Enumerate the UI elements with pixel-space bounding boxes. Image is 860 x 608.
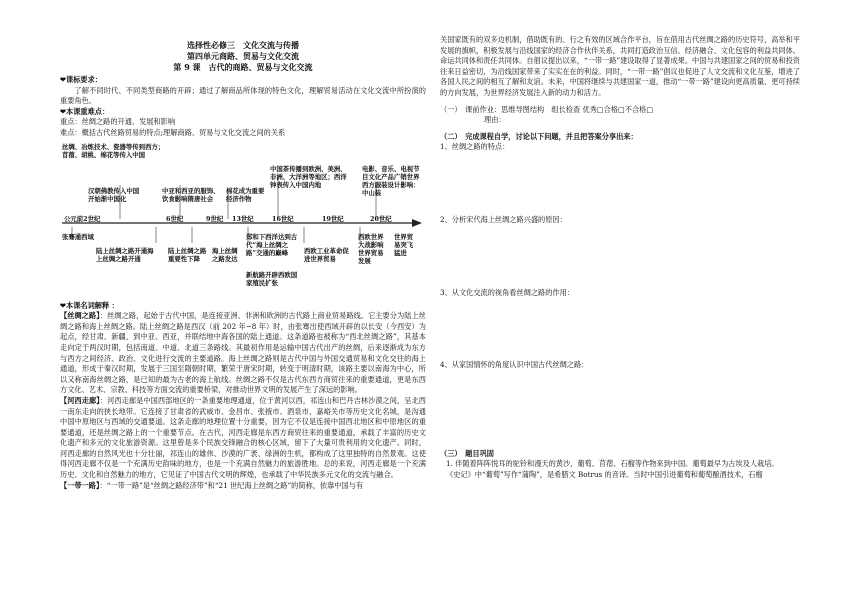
requirement-text: 了解不同时代、不同类型商路的开辟；通过了解商品所体现的特色文化，理解贸易活动在文化交流中所扮演的重要角色。 — [60, 85, 426, 106]
timeline-top-label-culture: 电影、音乐、电视节目文化产品广销世界西方服装设计影响：中山装 — [362, 164, 420, 198]
timeline-bottom-label-wars: 西欧世界大战影响世界贸易发展 — [358, 232, 384, 266]
keypoints-heading: ❤本课重难点： — [60, 106, 110, 116]
left-column — [60, 40, 426, 491]
timeline-top-label-cotton: 棉花成为重要经济作物 — [226, 186, 265, 203]
timeline-top-label-tea: 中国茶传播到欧洲、美洲、非洲、大洋洲等地区；西洋钟表传入中国内地 — [270, 164, 347, 189]
lesson-title: 第 9 课 古代的商路、贸易与文化交流 — [173, 62, 313, 72]
timeline-period-4: 13世纪 — [232, 214, 254, 223]
timeline-top-label-1: 丝绸、冶炼技术、瓷器等传到西方； 苜蓿、胡桃、棉花等传入中国 — [62, 142, 165, 159]
timeline-period-1: 公元前2世纪 — [64, 214, 101, 223]
timeline-bottom-label-new-route: 新航路开辟西欧国家殖民扩张 — [246, 270, 298, 287]
terms-heading: ❤本课名词解释 ： — [60, 300, 119, 310]
term-silk-road-key: 【丝绸之路】 — [60, 311, 100, 321]
self-study-heading: （二） 完成课程自学，讨论以下问题，并且把答案分享出来： — [440, 131, 638, 141]
timeline-diagram — [60, 143, 426, 295]
timeline-bottom-label-land-decline: 陆上丝绸之路重要性下降 — [168, 246, 207, 263]
term-belt-key: 【一带一路】 — [60, 480, 100, 490]
keypoint-text: 重点：丝绸之路的开通、发展和影响 — [60, 117, 176, 127]
term-hexi-text: ：河西走廊是中国西部地区的一条重要地理通道，位于黄河以西，祁连山和巴丹吉林沙漠之间，呈北西一南东走向的狭长地带。它连接了甘肃省的武威市、金昌市、张掖市、酒泉市、嘉峪关市等历史文化名城，是沟通中国中原地区与西域的交通要道。这条走廊的地理位置十分重要，因为它不仅是连接中国西北地区和中原地区的重要通道，还是丝绸之路上的一个重要节点。在古代，河西走廊是东西方商贸往来的重要通道，承载了丰富的历史文化遗产和多元的文化旅游资源。这里曾是多个民族交锋融合的核心区域，留下了大量可贵利用的文化遗产。同时，河西走廊的自然风光也十分壮丽，祁连山的雄伟、沙漠的广袤、绿洲的生机，都构成了这里独特的自然景观。这使得河西走廊不仅是一个充满历史韵味的地方，也是一个充满自然魅力的旅游胜地。总的来说，河西走廊是一个充满历史、文化和自然魅力的地方，它见证了中国古代文明的辉煌，也承载了中华民族多元文化的交流与融合。 — [60, 395, 426, 480]
timeline-period-3: 9世纪 — [206, 214, 224, 223]
difficulty-text: 难点：概括古代丝路贸易的特点;理解商路、贸易与文化交流之间的关系 — [60, 127, 286, 137]
term-hexi-key: 【河西走廊】 — [60, 395, 100, 405]
timeline-period-5: 16世纪 — [272, 214, 294, 223]
timeline-bottom-label-trade-boom: 世界贸易突飞猛进 — [394, 232, 414, 257]
timeline-bottom-label-silk-open: 陆上丝绸之路开通海上丝绸之路开通 — [96, 246, 154, 263]
exercise-line-1: 1. 伴随着阵阵悦耳的驼铃和漫天的黄沙，葡萄、苜蓿、石榴等作物来到中国。葡萄最早为古埃及人栽培。 — [446, 459, 779, 469]
exercise-line-2: 《史记》中“葡萄”写作“蒲陶”，是希腊文 Botrus 的音译。当时中国引进葡萄和葡萄酿酒技术，石榴 — [446, 469, 763, 479]
term-belt-text: ：“一带一路”是“丝绸之路经济带”和“21 世纪海上丝绸之路”的简称，依靠中国与有 — [99, 480, 364, 490]
homework-line: （一） 课前作业：思维导图结构 组长检查 优秀□合格□不合格□ — [440, 104, 654, 114]
timeline-period-6: 19世纪 — [322, 214, 344, 223]
term-silk-road-text: ：丝绸之路，起始于古代中国，是连接亚洲、非洲和欧洲的古代路上商业贸易路线。它主要分为陆上丝绸之路和海上丝绸之路。陆上丝绸之路是西汉（前 202 年~8 年）时，由张骞出使西域开辟的以长安（今西安）为起点，经甘肃、新疆，到中亚、西亚，并联结地中海各国的陆上通道。这条道路也被称为“西北丝绸之路”，其基本走向定于两汉时期，包括南道、中道、北道三条路线。其最初作用是运输中国古代出产的丝绸，后来逐渐成为东方与西方之间经济、政治、文化进行交流的主要道路。海上丝绸之路则是古代中国与外国交通贸易和文化交往的海上通道，形成于秦汉时期，发展于三国至隋朝时期，繁荣于唐宋时期，转变于明清时期，该路主要以南海为中心，所以又称南海丝绸之路，是已知的最为古老的海上航线。丝绸之路不仅是古代东西方商贸往来的重要通道，更是东西方文化、艺术、宗教、科技等方面交流的重要桥梁，对推动世界文明的发展产生了深远的影响。 — [60, 311, 426, 395]
timeline-period-7: 20世纪 — [370, 214, 392, 223]
unit-title: 第四单元商路、贸易与文化交流 — [187, 51, 299, 61]
homework-reason: 理由： — [484, 115, 506, 125]
timeline-top-label-buddhism: 汉朝佛教传入中国开始渐中国化 — [88, 186, 140, 203]
term-belt-road — [60, 481, 426, 492]
timeline-top-label-sui-tang: 中亚和西亚的服饰、饮食影响隋唐社会 — [162, 186, 220, 203]
timeline-bottom-label-sea-thrive: 海上丝绸之路发达 — [212, 246, 238, 263]
question-2: 2、分析宋代海上丝绸之路兴盛的原因： — [440, 214, 567, 224]
belt-road-continued: 关国家既有的双多边机制，借助既有的、行之有效的区域合作平台，旨在借用古代丝绸之路的历史符号，高举和平发展的旗帜，积极发展与沿线国家的经济合作伙伴关系，共同打造政治互信、经济融合、文化包容的利益共同体、命运共同体和责任共同体。自倡议提出以来，“一带一路”建设取得了显著成果。中国与共建国家之间的贸易和投资往来日益密切，为沿线国家带来了实实在在的利益。同时，“一带一路”倡议也促进了人文交流和文化互鉴，增进了各国人民之间的相互了解和友谊。未来，中国将继续与共建国家一道，推动“一带一路”建设向更高质量、更可持续的方向发展，为世界经济发展注入新的动力和活力。 — [440, 35, 800, 97]
timeline-arrowhead — [412, 219, 422, 227]
question-4: 4、从家国情怀的角度认识中国古代丝绸之路： — [440, 360, 589, 370]
timeline-bottom-label-industrial: 西欧工业革命促进世界贸易 — [304, 246, 349, 263]
term-silk-road — [60, 311, 426, 396]
question-1: 1、丝绸之路的特点： — [440, 142, 510, 152]
course-title: 选择性必修三 文化交流与传播 — [187, 40, 299, 50]
lesson-titles — [60, 40, 426, 73]
term-hexi-corridor — [60, 396, 426, 481]
right-column — [440, 35, 800, 481]
requirement-heading: ❤课标要求： — [60, 75, 102, 84]
timeline-period-2: 6世纪 — [166, 214, 184, 223]
timeline-bottom-label-zhangqian: 张骞通西域 — [62, 232, 94, 241]
consolidate-heading: （三） 题目巩固 — [440, 448, 494, 458]
question-3: 3、从文化交流的视角看丝绸之路的作用： — [440, 287, 574, 297]
timeline-bottom-label-zhenghe: 郑和下西洋达到古代“海上丝绸之路”交通的巅峰 — [246, 232, 298, 257]
